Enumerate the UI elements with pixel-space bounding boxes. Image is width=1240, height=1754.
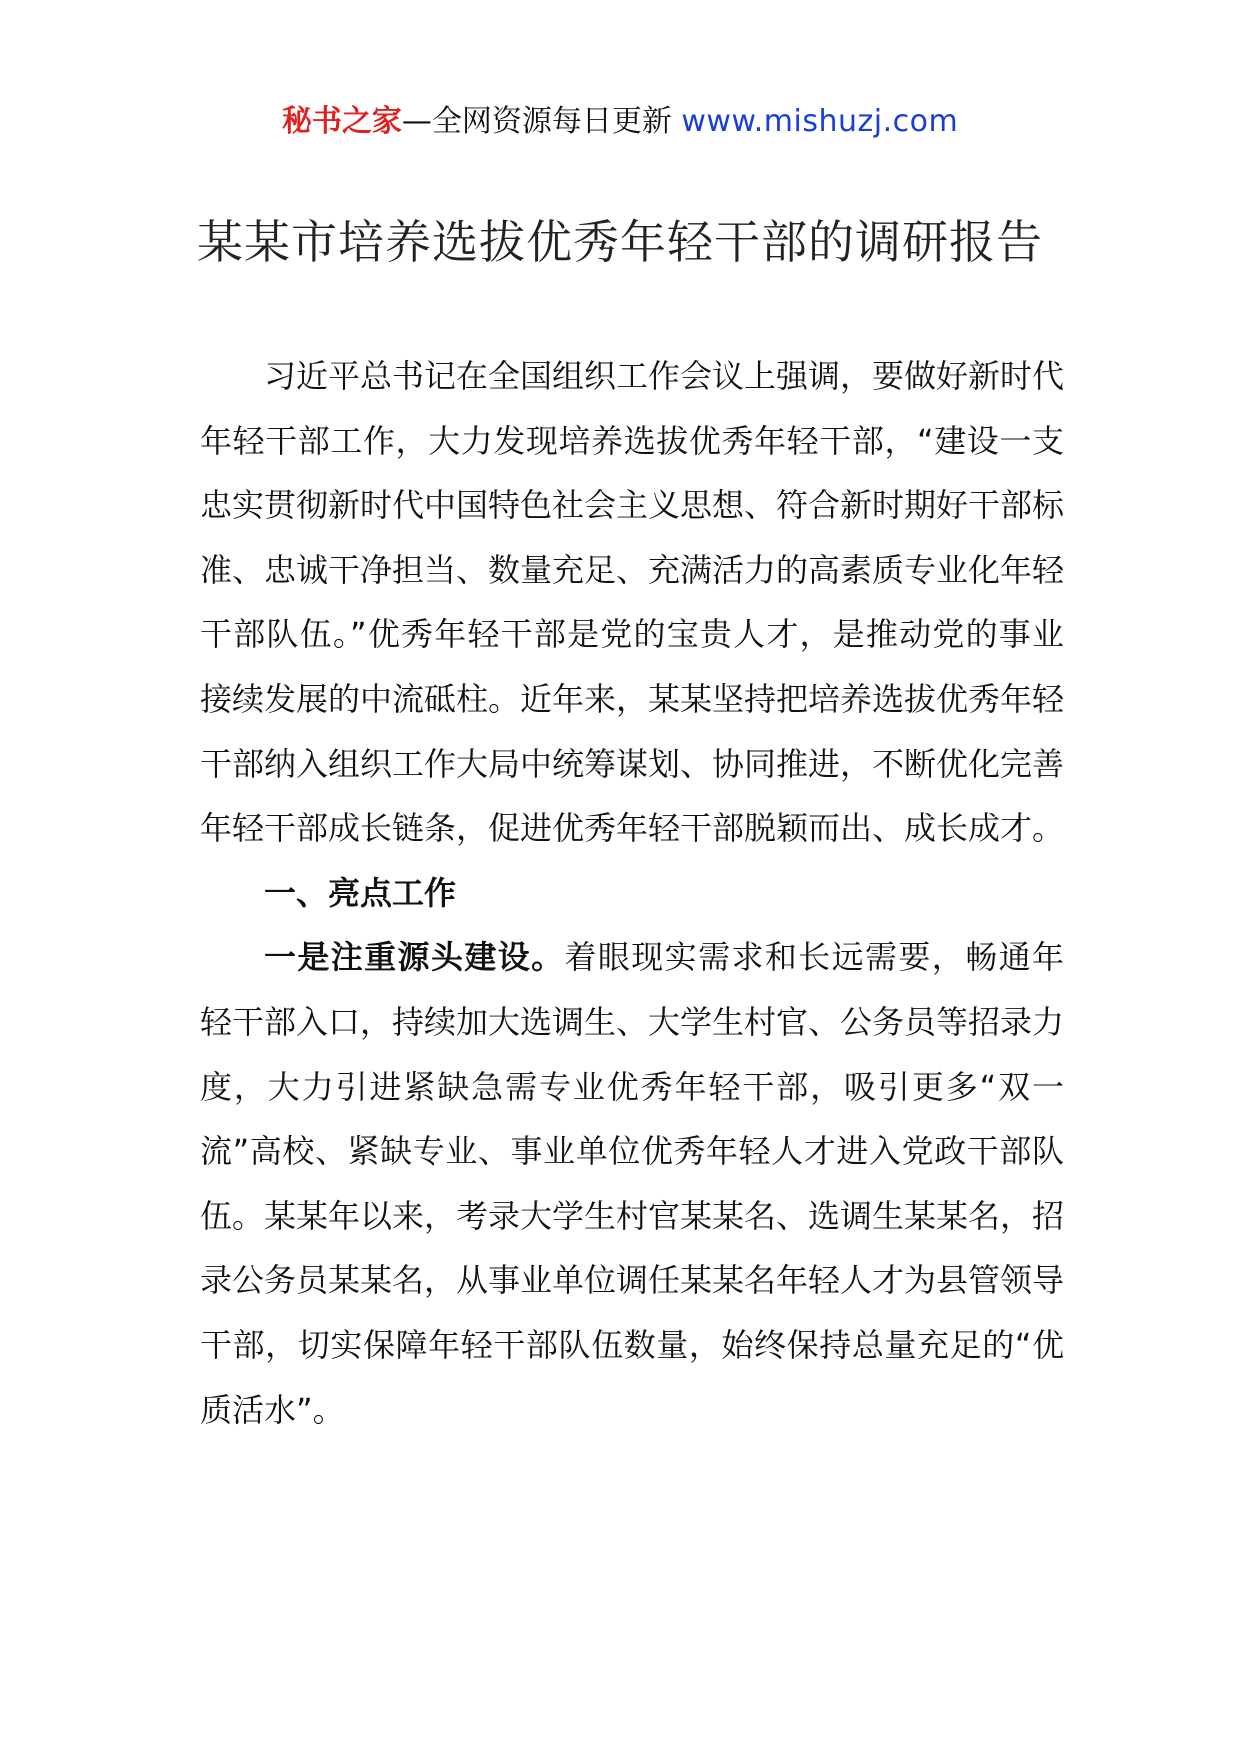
site-url-link[interactable]: www.mishuzj.com [681, 104, 959, 139]
site-tagline: —全网资源每日更新 [401, 104, 672, 139]
section-heading: 一、亮点工作 [264, 873, 457, 912]
point-lead: 一是注重源头建设。 [264, 938, 565, 977]
point-paragraph [200, 925, 1064, 1442]
document-body [200, 344, 1064, 1442]
intro-paragraph: 习近平总书记在全国组织工作会议上强调，要做好新时代年轻干部工作，大力发现培养选拔优秀年轻干部，“建设一支忠实贯彻新时代中国特色社会主义思想、符合新时期好干部标准、忠诚干净担当、数量充足、充满活力的高素质专业化年轻干部队伍。”优秀年轻干部是党的宝贵人才，是推动党的事业接续发展的中流砥柱。近年来，某某坚持把培养选拔优秀年轻干部纳入组织工作大局中统筹谋划、协同推进，不断优化完善年轻干部成长链条，促进优秀年轻干部脱颖而出、成长成才。 [200, 357, 1065, 848]
site-header [0, 100, 1240, 144]
point-body: 着眼现实需求和长远需要，畅通年轻干部入口，持续加大选调生、大学生村官、公务员等招录力度，大力引进紧缺急需专业优秀年轻干部，吸引更多“双一流”高校、紧缺专业、事业单位优秀年轻人才进入党政干部队伍。某某年以来，考录大学生村官某某名、选调生某某名，招录公务员某某名，从事业单位调任某某名年轻人才为县管领导干部，切实保障年轻干部队伍数量，始终保持总量充足的“优质活水”。 [200, 938, 1065, 1429]
site-brand: 秘书之家 [281, 104, 402, 139]
document-title: 某某市培养选拔优秀年轻干部的调研报告 [197, 215, 1043, 269]
